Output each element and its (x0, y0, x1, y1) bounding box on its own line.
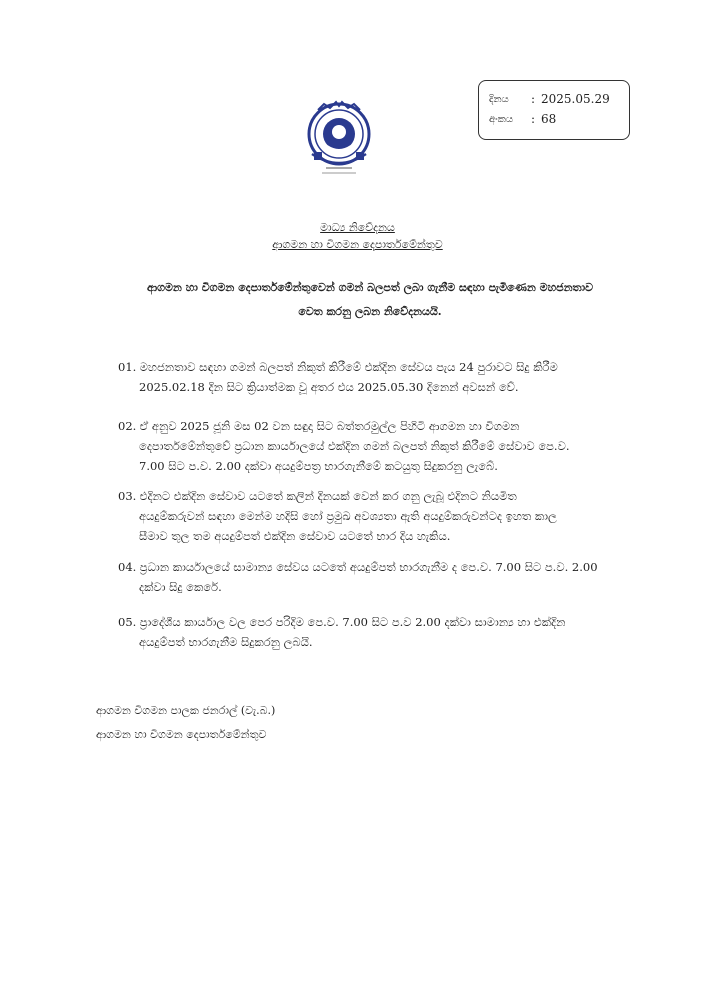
signatory-department: ආගමන හා විගමන දෙපාර්තමේන්තුව (96, 728, 267, 741)
paragraph-line: දෙපාර්තමේන්තුවේ ප්‍රධාන කාර්යාලයේ එක්දින ගමන් බලපත් නිකුත් කිරීමේ සේවාව පෙ.ව. (139, 439, 570, 453)
press-release-title: මාධ්‍ය නිවේදනය (320, 221, 395, 234)
paragraph-4 (118, 557, 646, 597)
paragraph-number: 01. (118, 360, 137, 374)
paragraph-line: ප්‍රධාන කාර්යාලයේ සාමාන්‍ය සේවය යටතේ අයදුම්පත් භාරගැනීම ද පෙ.ව. 7.00 සිට ප.ව. 2.00 (139, 560, 598, 574)
subject-heading (100, 276, 640, 324)
paragraph-line: අයදුම්කරුවන් සඳහා මෙන්ම හදිසි හෝ ප්‍රමුඛ අවශ්‍යතා ඇති අයදුම්කරුවන්ටද ඉහත කාල (139, 509, 557, 523)
number-row: අංකය : 68 (489, 112, 557, 126)
date-row: දිනය : 2025.05.29 (489, 92, 610, 106)
department-title: ආගමන හා විගමන දෙපාර්තමේන්තුව (272, 238, 443, 251)
date-label: දිනය (489, 93, 509, 105)
paragraph-3 (118, 486, 646, 546)
paragraph-number: 04. (118, 560, 137, 574)
paragraph-number: 05. (118, 615, 137, 629)
paragraph-line: ප්‍රාදේශීය කාර්යාල වල පෙර පරිදිම පෙ.ව. 7.00 සිට ප.ව 2.00 දක්වා සාමාන්‍ය හා එක්දින (139, 615, 566, 629)
department-emblem-icon (298, 96, 380, 178)
paragraph-line: ඒ අනුව 2025 ජූනි මස 02 වන සඳුදා සිට බත්තරමුල්ල පිහිටි ආගමන හා විගමන (139, 419, 520, 433)
number-value: 68 (541, 112, 557, 126)
paragraph-1 (118, 357, 646, 397)
signatory-title: ආගමන විගමන පාලක ජනරාල් (වැ.බ.) (96, 704, 276, 717)
paragraph-line: දක්වා සිදු කෙරේ. (139, 580, 222, 594)
paragraph-line: සීමාව තුල තම අයදුම්පත් එක්දින සේවාව යටතේ භාර දිය හැකිය. (139, 529, 451, 543)
paragraph-line: මහජනතාව සඳහා ගමන් බලපත් නිකුත් කිරීමේ එක්දින සේවය පැය 24 පුරාවට සිදු කිරීම (139, 360, 558, 374)
subject-line-2: වෙත කරනු ලබන නිවේදනයයි. (298, 305, 442, 318)
paragraph-5 (118, 612, 646, 652)
paragraph-2 (118, 416, 646, 476)
paragraph-line: එදිනට එක්දින සේවාව යටතේ කලින් දිනයක් වෙන් කර ගනු ලැබූ එදිනට නියමිත (139, 489, 517, 503)
date-value: 2025.05.29 (541, 92, 610, 106)
paragraph-line: 2025.02.18 දින සිට ක්‍රියාත්මක වූ අතර එය 2025.05.30 දිනෙන් අවසන් වේ. (139, 380, 519, 394)
subject-line-1: ආගමන හා විගමන දෙපාර්තමේන්තුවෙන් ගමන් බලපත් ලබා ගැනීම සඳහා පැමිණෙන මහජනතාව (146, 281, 594, 294)
paragraph-line: අයදුම්පත් භාරගැනීම සිදුකරනු ලබයි. (139, 635, 313, 649)
reference-box (478, 80, 630, 140)
paragraph-number: 02. (118, 419, 137, 433)
paragraph-number: 03. (118, 489, 137, 503)
number-label: අංකය (489, 113, 514, 125)
paragraph-line: 7.00 සිට ප.ව. 2.00 දක්වා අයදුම්පත්‍ර භාරගැනීමේ කටයුතු සිදුකරනු ලැබේ. (139, 459, 498, 473)
